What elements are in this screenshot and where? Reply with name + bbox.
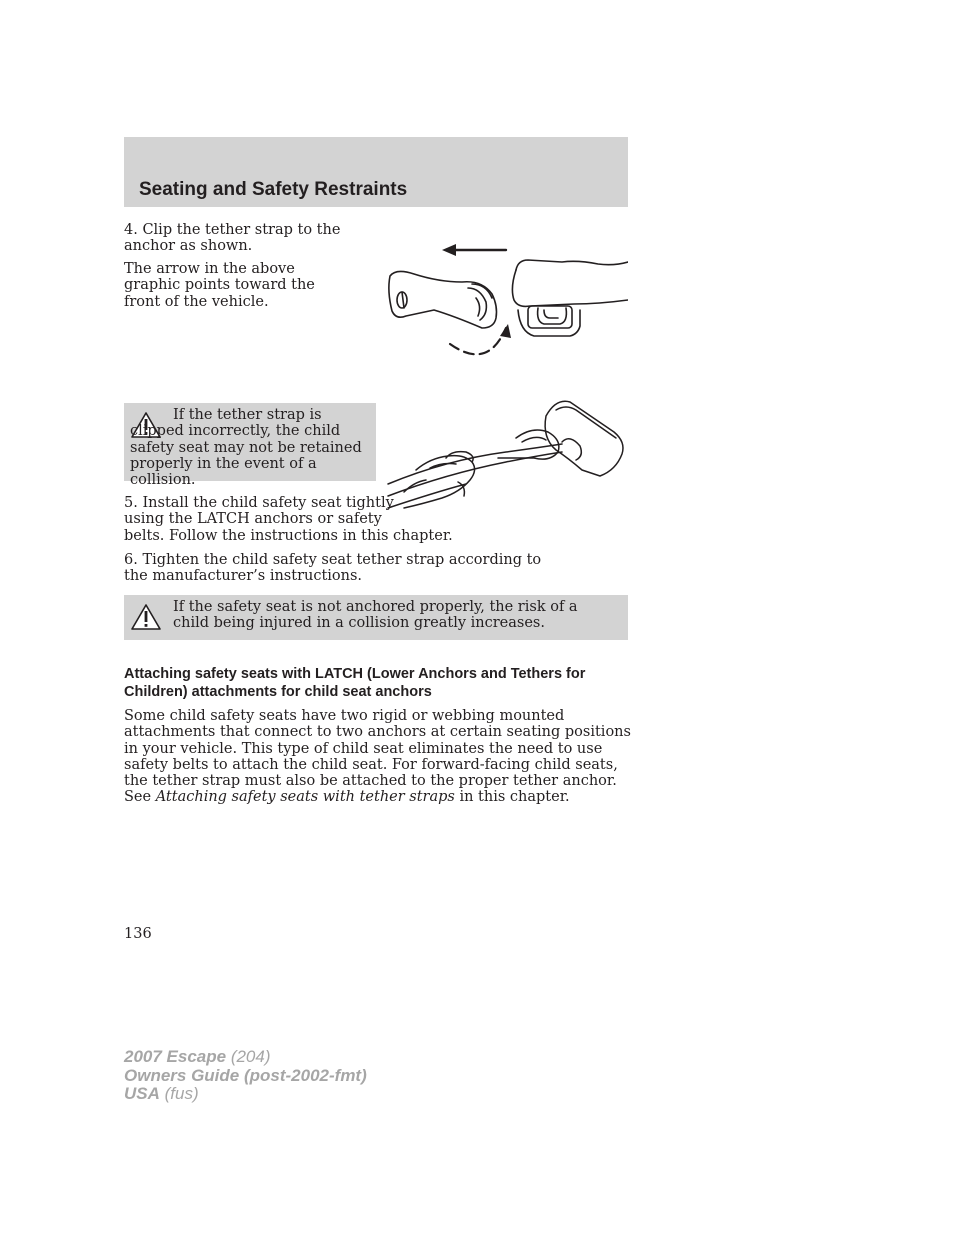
warning-text-anchoring: If the safety seat is not anchored properly, the risk of a child being injured in a collision greatly increases. (173, 599, 578, 632)
hand (404, 456, 475, 508)
anchor-bracket (516, 260, 628, 270)
footer-model-code: (204) (226, 1047, 271, 1066)
step-5-line-2: using the LATCH anchors or safety (124, 511, 382, 528)
page-number: 136 (124, 926, 152, 942)
section-header-band (124, 137, 628, 207)
step-5-line-1: 5. Install the child safety seat tightly (124, 495, 394, 511)
warning-triangle-icon (130, 603, 162, 631)
step-6-text: 6. Tighten the child safety seat tether strap according to the manufacturer’s instructions. (124, 552, 542, 585)
tether-strap (388, 444, 562, 484)
step-4-text: 4. Clip the tether strap to the anchor as shown. (124, 222, 341, 255)
hand-clipping-tether-illustration (386, 396, 628, 530)
arrow-head-left (442, 244, 456, 256)
section-title: Seating and Safety Restraints (139, 179, 408, 200)
step-4-note: The arrow in the above graphic points toward the front of the vehicle. (124, 261, 315, 310)
footer-guide: Owners Guide (post-2002-fmt) (124, 1065, 367, 1085)
tether-clip-illustration (384, 236, 628, 364)
footer-market-code: (fus) (159, 1084, 199, 1103)
warning-box-anchoring (124, 595, 628, 640)
warning-box-tether (124, 403, 376, 489)
latch-section-heading: Attaching safety seats with LATCH (Lower Anchors and Tethers for Children) attachments for child seat anchors (124, 666, 586, 700)
document-footer (124, 1048, 367, 1104)
step-5-line-3: belts. Follow the instructions in this chapter. (124, 527, 453, 544)
footer-model: 2007 Escape (124, 1047, 227, 1066)
latch-cross-reference: Attaching safety seats with tether straps (155, 789, 455, 806)
warning-text-tether: If the tether strap is clipped incorrectly, the child safety seat may not be retained properly in the event of a collision. (130, 407, 362, 489)
arc-arrow-head (500, 324, 511, 338)
latch-section-body (124, 708, 634, 806)
motion-arc (450, 328, 506, 354)
latch-body-text: Some child safety seats have two rigid or webbing mounted attachments that connect to two anchors at certain seating positions in your vehicle. This type of child seat eliminates the need to use safety belts to attach the child seat. For forward-facing child seats, the tether strap must also be attached to the proper tether anchor. See (124, 708, 631, 806)
latch-body-end: in this chapter. (454, 789, 570, 806)
footer-market: USA (124, 1084, 160, 1103)
tether-hook (498, 430, 559, 459)
